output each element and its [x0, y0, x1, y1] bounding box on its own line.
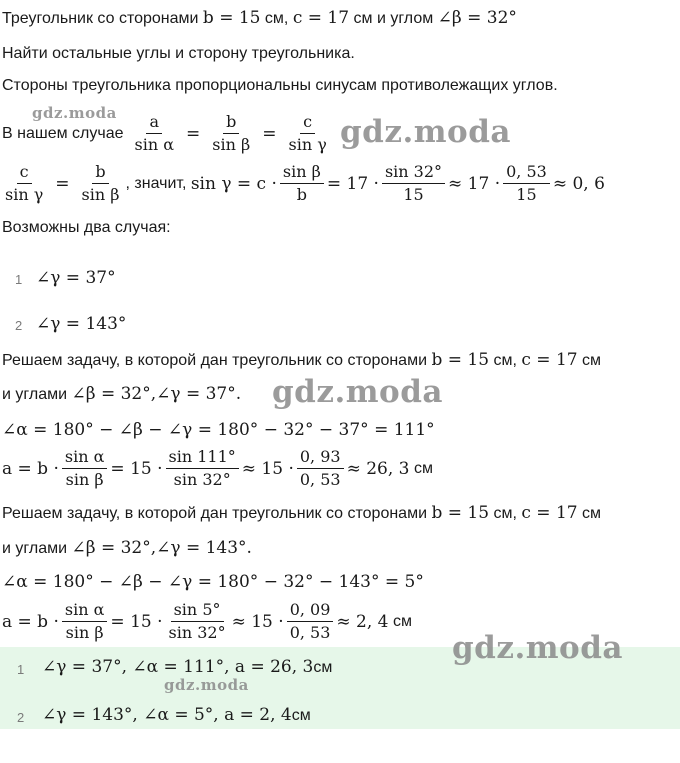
task-line-1: Треугольник со сторонами b = 15 см, c = 17 см и углом ∠β = 32° [2, 8, 517, 28]
watermark-logo: gdz.moda [272, 374, 443, 410]
fraction: $\frac{b}{\text{sin β}}$ [212, 112, 251, 154]
watermark-logo: gdz.moda [452, 630, 623, 666]
fraction: $\frac{\sin 32^\circ}{15}$ [382, 162, 445, 205]
case1-line-2: и углами ∠β = 32°,∠γ = 37°. [2, 384, 242, 404]
theorem-line: Стороны треугольника пропорциональны синусам противолежащих углов. [2, 77, 558, 94]
fraction: $\frac{\sin 5^\circ}{\sin 32^\circ}$ [168, 600, 226, 642]
sin-gamma-line: $\frac{c}{\text{sin γ}}$ = $\frac{b}{\text{sin β}}$ , значит, sin γ = c · $\frac{\text{sin β}}{b}$ = 17 · $\frac{\sin 32^\circ}{15}$ ≈ 17 · $\frac{0, 53}{15}$ ≈ 0, 6 [2, 162, 605, 205]
fraction: $\frac{b}{\text{sin β}}$ [81, 162, 120, 204]
fraction: $\frac{\sin 111^\circ}{\sin 32^\circ}$ [166, 447, 239, 490]
fraction: $\frac{a}{\text{sin α}}$ [134, 112, 175, 154]
cases-label: Возможны два случая: [2, 219, 171, 236]
watermark-logo: gdz.moda [164, 676, 249, 694]
watermark-logo: gdz.moda [32, 104, 117, 122]
fraction: $\frac{0, 93}{0, 53}$ [297, 447, 344, 490]
case2-alpha: ∠α = 180° − ∠β − ∠γ = 180° − 32° − 143° = 5° [2, 572, 424, 592]
fraction: $\frac{0, 09}{0, 53}$ [287, 600, 334, 643]
fraction: $\frac{0, 53}{15}$ [503, 162, 550, 205]
answer-block: 1 ∠γ = 37°, ∠α = 111°, a = 26, 3см 2 ∠γ = 143°, ∠α = 5°, a = 2, 4см [0, 647, 680, 729]
case1-line-1: Решаем задачу, в которой дан треугольник со сторонами b = 15 см, c = 17 см [2, 350, 602, 370]
task-line-2: Найти остальные углы и сторону треугольника. [2, 45, 355, 62]
fraction: $\frac{c}{\text{sin γ}}$ [288, 112, 327, 154]
case1-alpha: ∠α = 180° − ∠β − ∠γ = 180° − 32° − 37° = 111° [2, 420, 435, 440]
fraction: $\frac{\text{sin α}}{\text{sin β}}$ [62, 447, 108, 490]
fraction: $\frac{\text{sin β}}{b}$ [280, 162, 324, 205]
watermark-logo: gdz.moda [340, 114, 511, 150]
case2-line-1: Решаем задачу, в которой дан треугольник со сторонами b = 15 см, c = 17 см [2, 503, 602, 523]
case2-side-a: a = b · $\frac{\text{sin α}}{\text{sin β}}$ = 15 · $\frac{\sin 5^\circ}{\sin 32^\circ}$ ≈ 15 · $\frac{0, 09}{0, 53}$ ≈ 2, 4 см [2, 600, 412, 642]
case1-side-a: a = b · $\frac{\text{sin α}}{\text{sin β}}$ = 15 · $\frac{\sin 111^\circ}{\sin 32^\circ}$ ≈ 15 · $\frac{0, 93}{0, 53}$ ≈ 26, 3 см [2, 447, 433, 489]
fraction: $\frac{\text{sin α}}{\text{sin β}}$ [62, 600, 108, 643]
law-of-sines-line: В нашем случае $\frac{a}{\text{sin α}}$ = $\frac{b}{\text{sin β}}$ = $\frac{c}{\text{sin γ}}$ [2, 112, 333, 155]
fraction: $\frac{c}{\text{sin γ}}$ [5, 162, 44, 204]
case2-line-2: и углами ∠β = 32°,∠γ = 143°. [2, 538, 252, 558]
